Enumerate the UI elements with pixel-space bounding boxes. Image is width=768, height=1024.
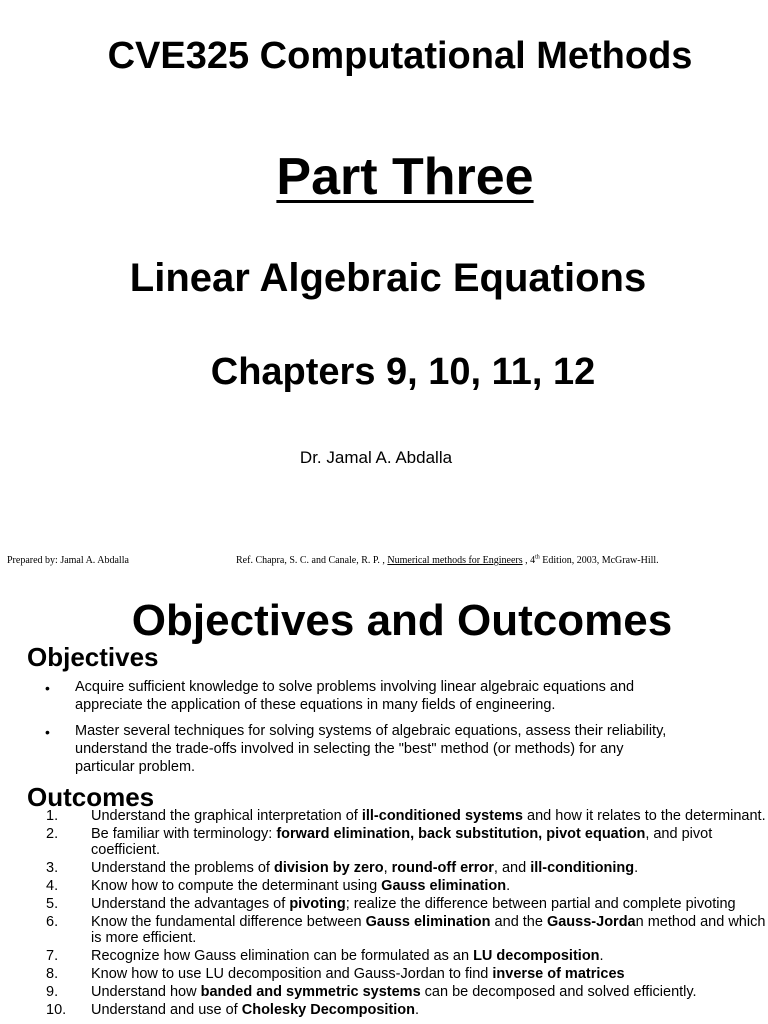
objectives-heading: Objectives: [27, 642, 159, 672]
outcome-number: 10.: [46, 1002, 67, 1018]
outcome-item: [0, 914, 768, 946]
outcome-bold-term: round-off error: [391, 860, 494, 876]
part-heading: [0, 142, 768, 212]
outcome-text: [91, 808, 768, 824]
outcome-number: 9.: [46, 984, 59, 1000]
topic-heading: Linear Algebraic Equations: [129, 256, 647, 300]
outcome-text-run: ; realize the difference between partial and complete pivoting: [345, 896, 736, 912]
author-name: Dr. Jamal A. Abdalla: [299, 448, 453, 467]
outcome-bold-term: ill-conditioning: [530, 860, 635, 876]
ref-edition-sup: th: [535, 554, 540, 561]
footer-prepared-by: Prepared by: Jamal A. Abdalla: [7, 555, 129, 566]
outcome-item: [0, 808, 768, 824]
objective-item: Acquire sufficient knowledge to solve problems involving linear algebraic equations and appreciate the application of these equations in many fields of engineering.: [75, 679, 635, 713]
outcome-text: [91, 1002, 768, 1018]
outcome-number: 6.: [46, 914, 59, 930]
outcome-text-run: Understand and use of: [91, 1002, 242, 1018]
outcome-bold-term: division by zero: [273, 860, 384, 876]
outcome-number: 2.: [46, 826, 59, 842]
footer-reference: [236, 554, 659, 568]
ref-prefix: Ref. Chapra, S. C. and Canale, R. P. ,: [236, 555, 388, 566]
outcome-text: [91, 860, 768, 876]
outcome-text-run: .: [414, 1002, 420, 1018]
outcome-text-run: Understand how: [91, 984, 201, 1000]
outcome-number: 1.: [46, 808, 59, 824]
part-heading-text: Part Three: [276, 148, 534, 206]
ref-edition-num: , 4: [522, 555, 536, 566]
outcome-item: [0, 966, 768, 982]
outcome-text: [91, 914, 768, 946]
outcome-bold-term: Gauss-Jorda: [546, 914, 636, 930]
outcome-text-run: .: [634, 860, 639, 876]
outcome-bold-term: forward elimination, back substitution, pivot equation: [276, 826, 646, 842]
outcome-text: [91, 878, 768, 894]
outcome-text: [91, 896, 768, 912]
outcome-item: [0, 878, 768, 894]
objective-item: Master several techniques for solving systems of algebraic equations, assess their reliability, understand the trade-offs involved in selecting the "best" method (or methods) for any particular problem.: [75, 723, 667, 775]
outcome-text-run: can be decomposed and solved efficiently.: [420, 984, 697, 1000]
chapters-heading: Chapters 9, 10, 11, 12: [210, 351, 596, 393]
outcome-number: 7.: [46, 948, 59, 964]
outcome-item: [0, 860, 768, 876]
ref-suffix: Edition, 2003, McGraw-Hill.: [539, 555, 659, 566]
outcomes-list: [0, 808, 768, 1018]
bullet-icon: •: [45, 724, 50, 740]
outcome-bold-term: Cholesky Decomposition: [241, 1002, 415, 1018]
outcome-text-run: .: [599, 948, 604, 964]
outcome-text-run: , and: [493, 860, 531, 876]
outcome-text: [91, 984, 768, 1000]
outcome-text-run: and how it relates to the determinant.: [523, 808, 766, 824]
outcome-text-run: Know how to compute the determinant using: [91, 878, 382, 894]
outcome-bold-term: banded and symmetric systems: [200, 984, 421, 1000]
outcome-text-run: Know the fundamental difference between: [91, 914, 366, 930]
outcomes-heading: Outcomes: [27, 782, 155, 812]
outcome-text-run: Understand the problems of: [91, 860, 274, 876]
outcome-item: [0, 1002, 768, 1018]
outcome-bold-term: Gauss elimination: [381, 878, 507, 894]
outcome-text-run: Understand the advantages of: [91, 896, 290, 912]
outcome-text-run: and the: [490, 914, 547, 930]
outcome-bold-term: pivoting: [289, 896, 346, 912]
outcome-number: 3.: [46, 860, 59, 876]
outcome-bold-term: inverse of matrices: [492, 966, 625, 982]
outcome-text-run: , and pivot coefficient.: [91, 826, 713, 858]
outcome-text-run: Recognize how Gauss elimination can be formulated as an: [91, 948, 474, 964]
outcome-item: [0, 896, 768, 912]
outcome-item: [0, 826, 768, 858]
outcome-text-run: Understand the graphical interpretation of: [91, 808, 362, 824]
outcome-bold-term: ill-conditioned systems: [361, 808, 523, 824]
ref-book-title: Numerical methods for Engineers: [387, 555, 523, 566]
course-title: CVE325 Computational Methods: [107, 35, 693, 77]
outcome-text-run: .: [506, 878, 511, 894]
slide-title: Objectives and Outcomes: [131, 596, 673, 645]
outcome-text-run: n method and which is more efficient.: [91, 914, 766, 946]
outcome-item: [0, 984, 768, 1000]
outcome-text: [91, 826, 768, 858]
outcome-number: 4.: [46, 878, 59, 894]
outcome-bold-term: Gauss elimination: [365, 914, 491, 930]
outcome-text-run: Be familiar with terminology:: [91, 826, 277, 842]
outcome-item: [0, 948, 768, 964]
outcome-text-run: Know how to use LU decomposition and Gauss-Jordan to find: [91, 966, 493, 982]
outcome-text: [91, 966, 768, 982]
outcome-number: 8.: [46, 966, 59, 982]
outcome-bold-term: LU decomposition: [473, 948, 600, 964]
outcome-number: 5.: [46, 896, 59, 912]
outcome-text: [91, 948, 768, 964]
outcome-text-run: ,: [383, 860, 392, 876]
bullet-icon: •: [45, 680, 50, 696]
